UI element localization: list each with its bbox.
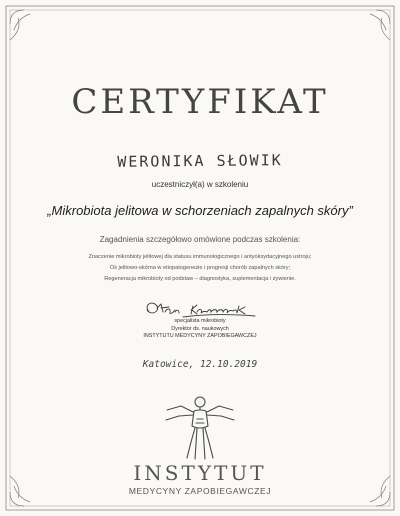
topics-heading: Zagadnienia szczegółowo omówione podczas szkolenia: <box>99 235 301 244</box>
place-and-date: Katowice, 12.10.2019 <box>142 359 258 370</box>
institute-name: INSTYTUT <box>133 461 267 485</box>
institute-subtitle: MEDYCYNY ZAPOBIEGAWCZEJ <box>128 486 272 496</box>
topic-item: Regeneracja mikrobioty od podstaw – diagnostyka, suplementacja i żywienie. <box>104 276 296 283</box>
signer-title: Dyrektor ds. naukowych <box>171 325 229 332</box>
signer-role: specjalista mikrobioty <box>174 318 226 324</box>
topic-item: Znaczenie mikrobioty jelitowej dla statusu immunologicznego i antyoksydacyjnego ustroju; <box>88 254 312 260</box>
signature <box>135 298 275 320</box>
signer-organization: INSTYTUTU MEDYCYNY ZAPOBIEGAWCZEJ <box>143 333 257 340</box>
recipient-name: WERONIKA SŁOWIK <box>117 151 283 171</box>
certificate-title: CERTYFIKAT <box>71 82 329 122</box>
signer-block <box>0 318 400 341</box>
course-title: „Mikrobiota jelitowa w schorzeniach zapalnych skóry” <box>47 203 353 218</box>
topic-item: Oś jelitowo-skórna w etiopatogenezie i progresji chorób zapalnych skóry; <box>109 265 291 272</box>
participation-text: uczestniczył(a) w szkoleniu <box>151 180 249 189</box>
topics-list <box>20 252 380 286</box>
vitruvian-man-icon <box>163 392 237 462</box>
